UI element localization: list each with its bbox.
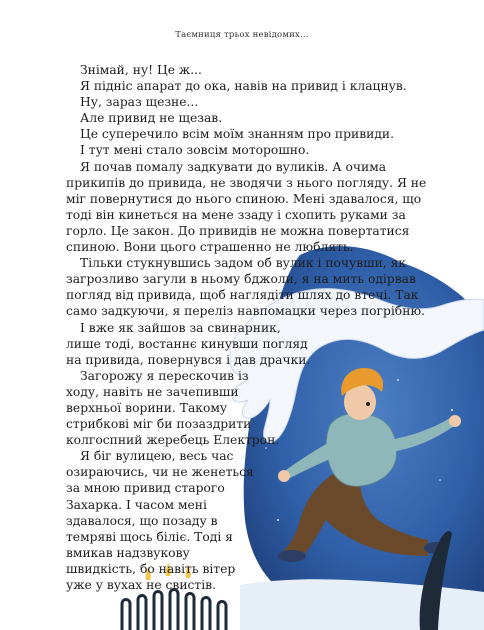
- paragraph-4: Але привид не щезав.: [80, 111, 223, 126]
- fence: [122, 590, 226, 630]
- paragraph-11: Я біг вулицею, весь час озираючись, чи не женеться за мною привид старого Захарка. І часом мені здавалося, що позаду в темряві щось біліє. Тоді я вмикав надзвукову швидкість, бо навіть вітер уже у вухах не свистів.: [66, 449, 254, 592]
- paragraph-3: Ну, зараз щезне...: [80, 95, 199, 110]
- paragraph-9: І вже як зайшов за свинарник, лише тоді, востаннє кинувши погляд на привида, повернувся і дав драчки.: [66, 320, 311, 367]
- paragraph-5: Це суперечило всім моїм знанням про привиди.: [80, 127, 394, 142]
- paragraph-8: Тільки стукнувшись задом об вулик і почувши, як загрозливо загули в ньому бджоли, я на мить одірвав погляд від привида, щоб наглядіти шлях до втечі. Так само задкуючи, я переліз навпомацки через погрібню.: [66, 256, 425, 319]
- boy-hand-right: [449, 415, 461, 427]
- body-text: [66, 62, 428, 593]
- paragraph-7: Я почав помалу задкувати до вуликів. А очима прикипів до привида, не зводячи з нього погляду. Я не міг повернутися до нього спиною. Мені здавалося, що тоді він кинеться на мене ззаду і схопить руками за горло. Це закон. До привидів не можна повертатися спиною. Вони цього страшенно не люблять.: [66, 159, 427, 255]
- paragraph-2: Я підніс апарат до ока, навів на привид і клацнув.: [80, 79, 407, 94]
- running-head: Таємниця трьох невідомих...: [175, 30, 309, 40]
- paragraph-6: І тут мені стало зовсім моторошно.: [80, 143, 310, 158]
- paragraph-1: Знімай, ну! Це ж...: [80, 63, 202, 77]
- paragraph-10: Загорожу я перескочив із ходу, навіть не зачепивши верхньої ворини. Такому стрибкові міг би позаздрити колгоспний жеребець Електрон.: [66, 368, 280, 448]
